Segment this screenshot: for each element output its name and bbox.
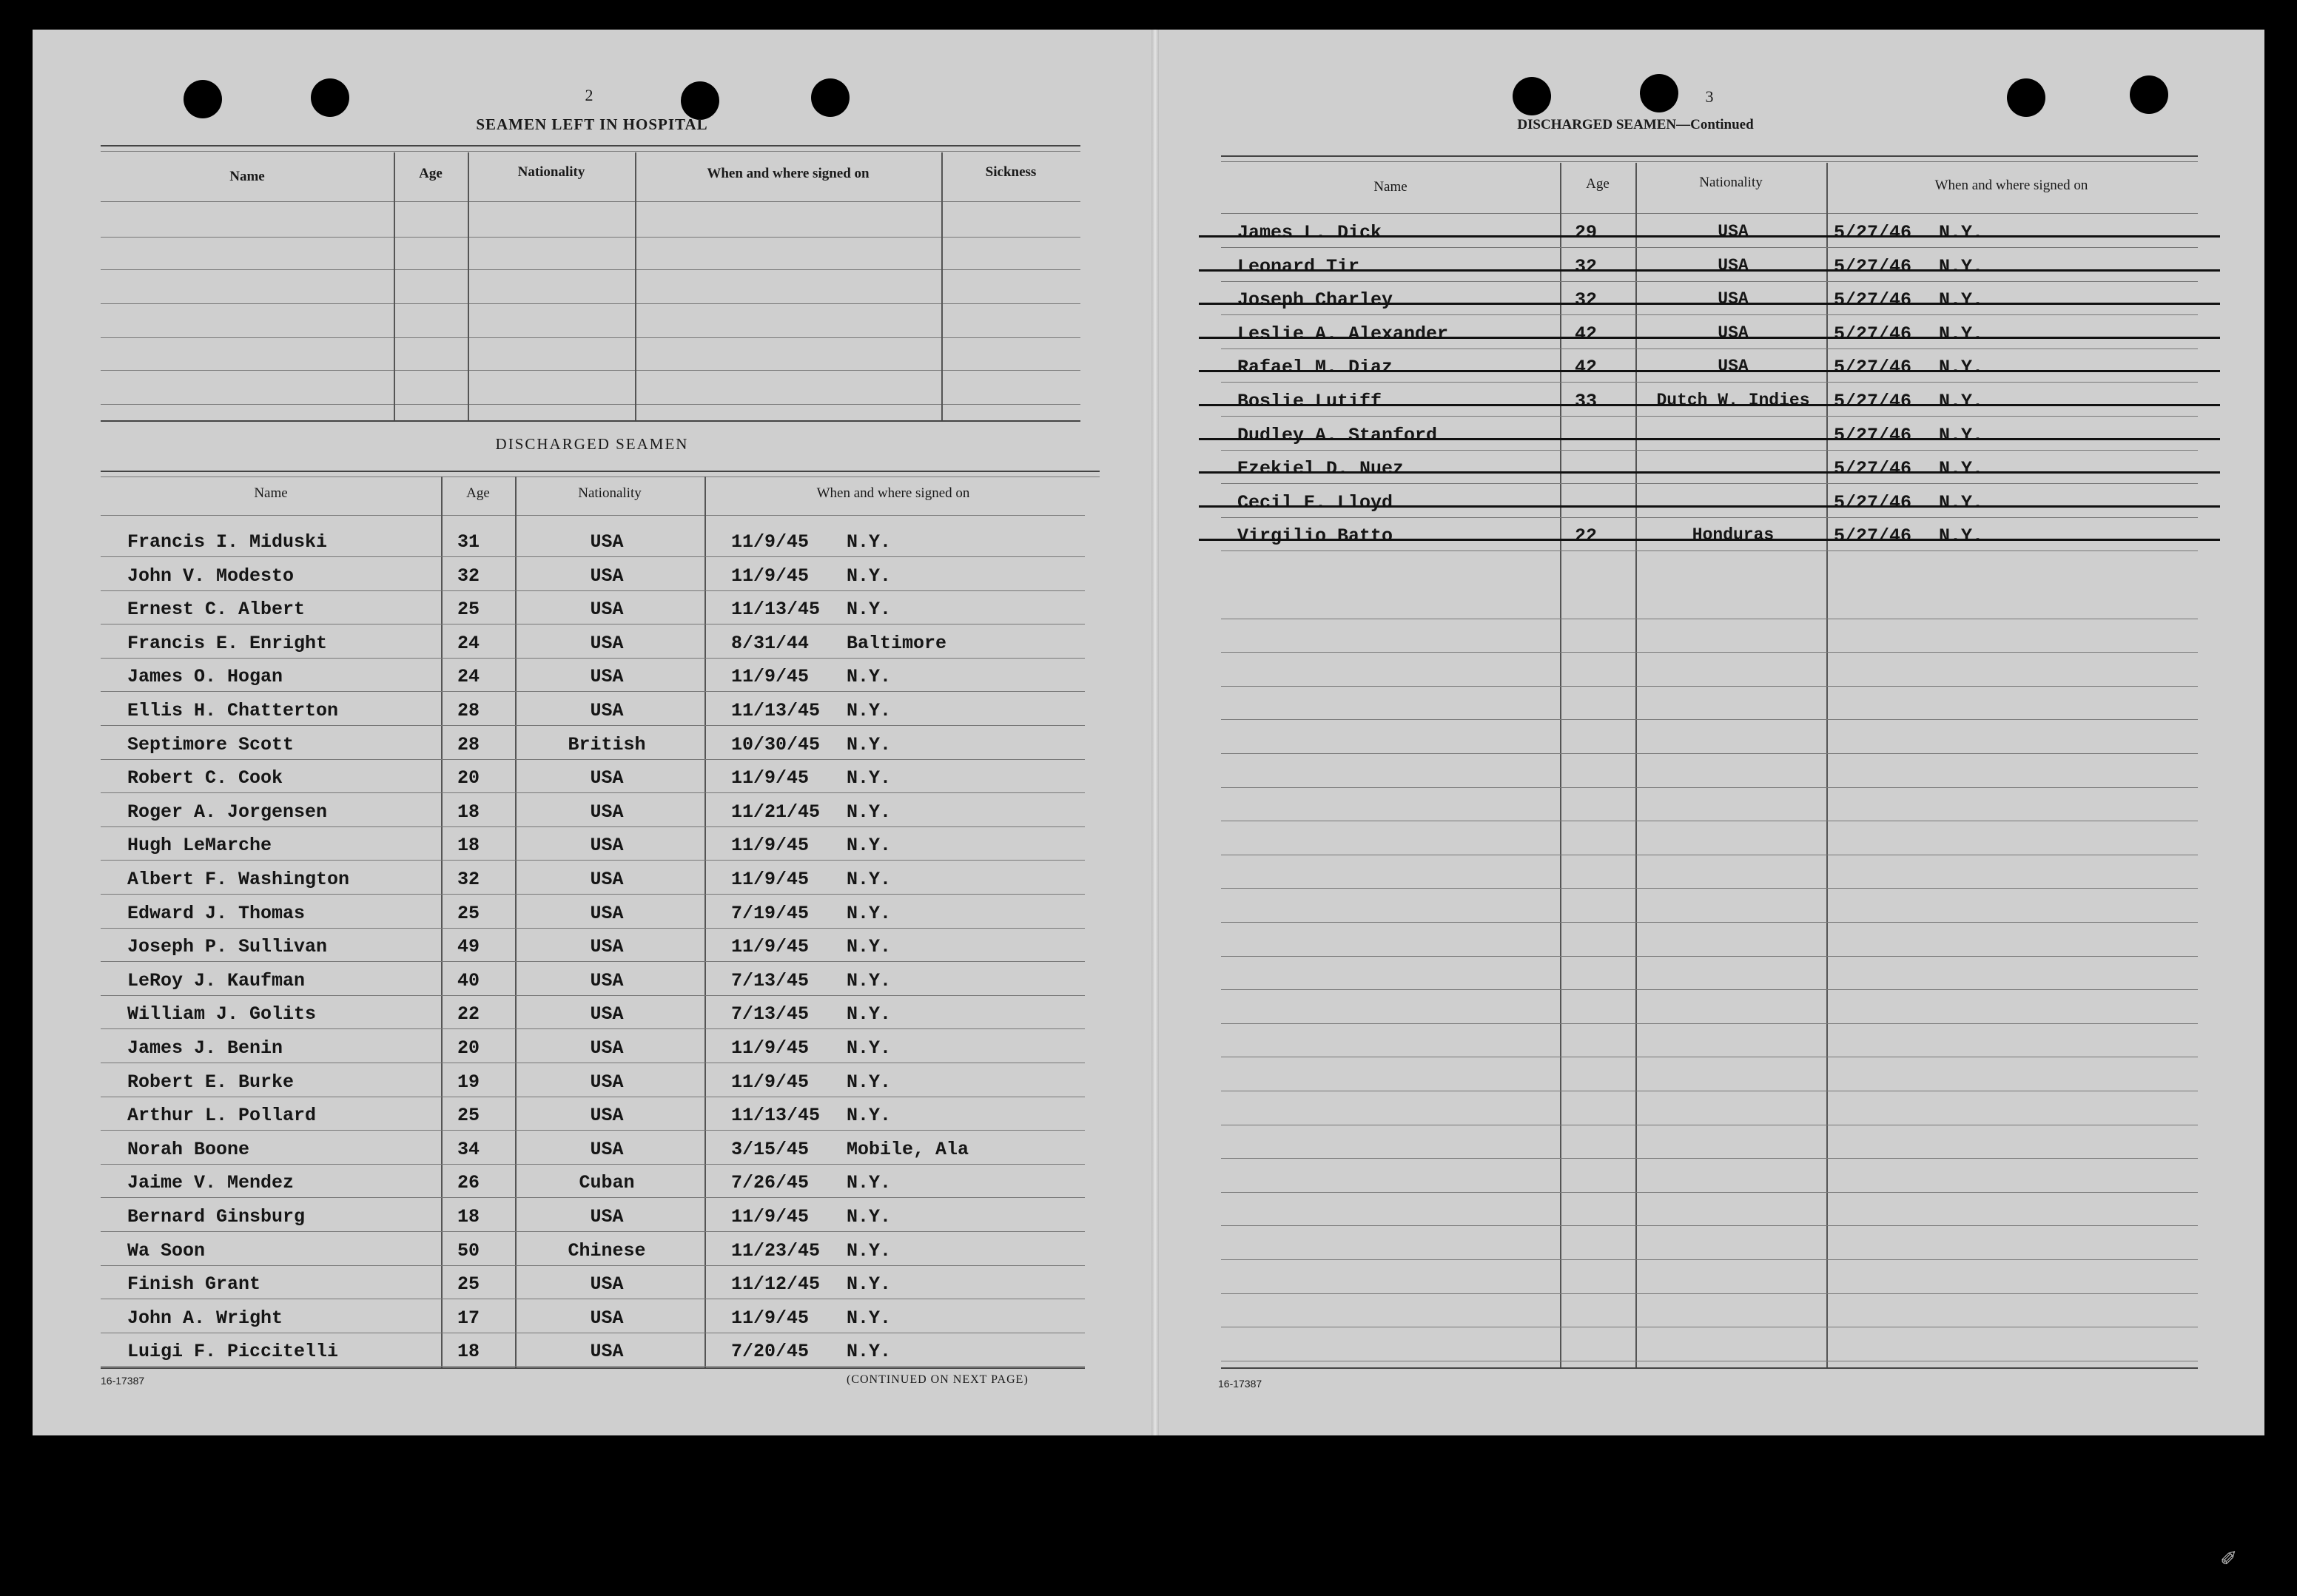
seaman-nationality: Dutch W. Indies bbox=[1656, 391, 1810, 410]
hospital-col-signed: When and where signed on bbox=[707, 166, 870, 181]
punch-hole bbox=[311, 78, 349, 117]
strike-through-line bbox=[1199, 269, 2220, 272]
row-rule bbox=[101, 1197, 1085, 1198]
seaman-name: Leonard Tir bbox=[1237, 255, 1360, 277]
signed-place: N.Y. bbox=[847, 1307, 892, 1329]
signed-place: N.Y. bbox=[847, 531, 892, 553]
signed-place: N.Y. bbox=[847, 1037, 892, 1059]
seaman-nationality: USA bbox=[590, 835, 624, 857]
signed-date: 11/9/45 bbox=[731, 936, 810, 958]
signed-date: 11/12/45 bbox=[731, 1273, 821, 1296]
row-rule bbox=[1221, 314, 2198, 315]
hospital-col-sickness: Sickness bbox=[985, 164, 1037, 180]
row-rule bbox=[1221, 281, 2198, 282]
signed-place: N.Y. bbox=[847, 902, 892, 924]
seaman-nationality: USA bbox=[590, 565, 624, 587]
signed-date: 10/30/45 bbox=[731, 733, 821, 755]
seaman-nationality: USA bbox=[1718, 323, 1749, 343]
punch-hole bbox=[1640, 74, 1678, 112]
row-rule bbox=[101, 961, 1085, 962]
signed-date: 11/9/45 bbox=[731, 1206, 810, 1228]
seaman-age: 40 bbox=[457, 969, 480, 991]
empty-row-rule bbox=[1221, 922, 2198, 923]
strike-through-line bbox=[1199, 505, 2220, 508]
signed-place: N.Y. bbox=[847, 666, 892, 688]
signed-date: 5/27/46 bbox=[1834, 289, 1912, 312]
empty-row-rule bbox=[1221, 956, 2198, 957]
col-signed: When and where signed on bbox=[1934, 178, 2088, 193]
seaman-age: 28 bbox=[457, 733, 480, 755]
seaman-name: Francis E. Enright bbox=[127, 632, 328, 654]
empty-row-rule bbox=[1221, 1293, 2198, 1294]
seaman-age: 28 bbox=[457, 700, 480, 721]
signed-date: 5/27/46 bbox=[1834, 491, 1912, 514]
signed-place: N.Y. bbox=[847, 733, 892, 755]
empty-row-rule bbox=[1221, 686, 2198, 687]
row-rule bbox=[101, 759, 1085, 760]
empty-row-rule bbox=[1221, 787, 2198, 788]
seaman-name: Edward J. Thomas bbox=[127, 902, 306, 924]
discharged-col-age: Age bbox=[466, 485, 490, 501]
signed-place: N.Y. bbox=[847, 1341, 892, 1363]
signed-date: 11/13/45 bbox=[731, 1105, 821, 1127]
signed-date: 11/9/45 bbox=[731, 767, 810, 789]
seaman-age: 25 bbox=[457, 1273, 480, 1296]
signed-place: N.Y. bbox=[1939, 255, 1984, 277]
empty-row-rule bbox=[1221, 1225, 2198, 1226]
seaman-age: 18 bbox=[457, 801, 480, 823]
signed-place: N.Y. bbox=[847, 1239, 892, 1262]
seaman-nationality: USA bbox=[590, 700, 624, 721]
strike-through-line bbox=[1199, 337, 2220, 339]
signed-date: 5/27/46 bbox=[1834, 222, 1912, 243]
signed-date: 7/19/45 bbox=[731, 902, 810, 924]
signed-place: N.Y. bbox=[1939, 289, 1984, 312]
seaman-name: Joseph Charley bbox=[1237, 289, 1393, 312]
seaman-age: 24 bbox=[457, 666, 480, 688]
seaman-nationality: USA bbox=[590, 1307, 624, 1329]
signed-date: 5/27/46 bbox=[1834, 255, 1912, 277]
page-number: 3 bbox=[1705, 87, 1714, 106]
signed-date: 11/13/45 bbox=[731, 599, 821, 621]
empty-row-rule bbox=[1221, 888, 2198, 889]
signed-date: 11/9/45 bbox=[731, 835, 810, 857]
row-rule bbox=[101, 826, 1085, 827]
signed-date: 7/13/45 bbox=[731, 969, 810, 991]
punch-hole bbox=[2007, 78, 2045, 117]
seaman-age: 42 bbox=[1575, 323, 1598, 345]
seaman-nationality: USA bbox=[590, 632, 624, 654]
signed-place: N.Y. bbox=[1939, 357, 1984, 379]
seaman-age: 17 bbox=[457, 1307, 480, 1329]
signed-place: N.Y. bbox=[847, 1071, 892, 1093]
row-rule bbox=[101, 995, 1085, 996]
seaman-name: Hugh LeMarche bbox=[127, 835, 272, 857]
signed-date: 3/15/45 bbox=[731, 1138, 810, 1160]
seaman-name: Cecil E. Lloyd bbox=[1237, 491, 1393, 514]
signed-place: N.Y. bbox=[847, 1273, 892, 1296]
seaman-age: 32 bbox=[1575, 255, 1598, 277]
row-rule bbox=[101, 894, 1085, 895]
signed-date: 5/27/46 bbox=[1834, 525, 1912, 548]
signed-place: N.Y. bbox=[1939, 491, 1984, 514]
signed-date: 7/20/45 bbox=[731, 1341, 810, 1363]
row-rule bbox=[1221, 550, 2198, 551]
continued-note: (CONTINUED ON NEXT PAGE) bbox=[847, 1373, 1029, 1386]
seaman-nationality: USA bbox=[1718, 357, 1749, 377]
seaman-nationality: Honduras bbox=[1692, 525, 1775, 545]
seaman-age: 32 bbox=[1575, 289, 1598, 312]
seaman-age: 25 bbox=[457, 599, 480, 621]
seaman-nationality: USA bbox=[590, 767, 624, 789]
seaman-name: Ellis H. Chatterton bbox=[127, 700, 339, 721]
seaman-age: 25 bbox=[457, 1105, 480, 1127]
seaman-age: 18 bbox=[457, 835, 480, 857]
seaman-name: Septimore Scott bbox=[127, 733, 295, 755]
punch-hole bbox=[2130, 75, 2168, 114]
strike-through-line bbox=[1199, 303, 2220, 305]
seaman-nationality: USA bbox=[590, 1105, 624, 1127]
row-rule bbox=[101, 1231, 1085, 1232]
form-number: 16-17387 bbox=[1218, 1378, 1262, 1390]
signed-date: 11/9/45 bbox=[731, 1307, 810, 1329]
seaman-age: 34 bbox=[457, 1138, 480, 1160]
signed-place: N.Y. bbox=[847, 599, 892, 621]
seaman-name: Robert C. Cook bbox=[127, 767, 283, 789]
seaman-nationality: USA bbox=[590, 936, 624, 958]
table-bottom-rule bbox=[101, 1367, 1085, 1369]
row-rule bbox=[1221, 382, 2198, 383]
punch-hole bbox=[681, 81, 719, 120]
strike-through-line bbox=[1199, 370, 2220, 372]
strike-through-line bbox=[1199, 438, 2220, 440]
row-rule bbox=[101, 860, 1085, 861]
signed-place: N.Y. bbox=[847, 767, 892, 789]
empty-row-rule bbox=[1221, 652, 2198, 653]
row-rule bbox=[1221, 517, 2198, 518]
seaman-age: 42 bbox=[1575, 357, 1598, 379]
page-number: 2 bbox=[585, 86, 593, 104]
row-rule bbox=[101, 792, 1085, 793]
seaman-name: Roger A. Jorgensen bbox=[127, 801, 328, 823]
signed-place: N.Y. bbox=[847, 869, 892, 890]
seaman-name: Wa Soon bbox=[127, 1239, 206, 1262]
seaman-age: 32 bbox=[457, 869, 480, 890]
seaman-age: 49 bbox=[457, 936, 480, 958]
strike-through-line bbox=[1199, 404, 2220, 406]
col-name: Name bbox=[1373, 179, 1408, 195]
row-rule bbox=[101, 691, 1085, 692]
seaman-name: Finish Grant bbox=[127, 1273, 261, 1296]
seaman-nationality: USA bbox=[590, 666, 624, 688]
strike-through-line bbox=[1199, 235, 2220, 238]
seaman-nationality: USA bbox=[590, 1037, 624, 1059]
signed-date: 5/27/46 bbox=[1834, 424, 1912, 446]
signed-date: 8/31/44 bbox=[731, 632, 810, 654]
seaman-name: Norah Boone bbox=[127, 1138, 250, 1160]
row-rule bbox=[101, 590, 1085, 591]
signed-date: 5/27/46 bbox=[1834, 357, 1912, 379]
seaman-age: 29 bbox=[1575, 222, 1598, 243]
signed-place: N.Y. bbox=[1939, 525, 1984, 548]
page-fold bbox=[1151, 30, 1159, 1435]
seaman-nationality: USA bbox=[1718, 289, 1749, 309]
seaman-nationality: USA bbox=[590, 869, 624, 890]
seaman-name: Leslie A. Alexander bbox=[1237, 323, 1449, 345]
seaman-nationality: Cuban bbox=[579, 1172, 635, 1194]
empty-row-rule bbox=[1221, 719, 2198, 720]
hospital-col-age: Age bbox=[419, 166, 443, 181]
signed-date: 7/13/45 bbox=[731, 1003, 810, 1026]
seaman-name: James O. Hogan bbox=[127, 666, 283, 688]
seaman-name: Dudley A. Stanford bbox=[1237, 424, 1438, 446]
row-rule bbox=[101, 658, 1085, 659]
hospital-heading: SEAMEN LEFT IN HOSPITAL bbox=[476, 115, 708, 133]
seaman-nationality: British bbox=[568, 733, 646, 755]
seaman-name: Robert E. Burke bbox=[127, 1071, 295, 1093]
table-bottom-rule bbox=[1221, 1367, 2198, 1369]
seaman-nationality: USA bbox=[590, 969, 624, 991]
seaman-name: Boslie Lutiff bbox=[1237, 391, 1382, 412]
seaman-age: 20 bbox=[457, 767, 480, 789]
signed-place: Mobile, Ala bbox=[847, 1138, 969, 1160]
signed-place: N.Y. bbox=[847, 1003, 892, 1026]
row-rule bbox=[101, 1164, 1085, 1165]
seaman-name: Joseph P. Sullivan bbox=[127, 936, 328, 958]
seaman-age: 32 bbox=[457, 565, 480, 587]
seaman-age: 18 bbox=[457, 1341, 480, 1363]
empty-row-rule bbox=[1221, 1192, 2198, 1193]
signed-place: N.Y. bbox=[847, 1206, 892, 1228]
signed-date: 11/23/45 bbox=[731, 1239, 821, 1262]
seaman-age: 20 bbox=[457, 1037, 480, 1059]
seaman-age: 33 bbox=[1575, 391, 1598, 412]
seaman-age: 25 bbox=[457, 902, 480, 924]
seaman-name: Francis I. Miduski bbox=[127, 531, 328, 553]
seaman-name: LeRoy J. Kaufman bbox=[127, 969, 306, 991]
signed-date: 11/9/45 bbox=[731, 565, 810, 587]
strike-through-line bbox=[1199, 539, 2220, 541]
signed-place: N.Y. bbox=[1939, 323, 1984, 345]
signed-place: N.Y. bbox=[847, 936, 892, 958]
col-nationality: Nationality bbox=[1699, 175, 1763, 190]
empty-row-rule bbox=[1221, 1259, 2198, 1260]
seaman-age: 50 bbox=[457, 1239, 480, 1262]
seaman-nationality: USA bbox=[1718, 222, 1749, 241]
seaman-name: John A. Wright bbox=[127, 1307, 283, 1329]
signed-place: N.Y. bbox=[847, 969, 892, 991]
seaman-name: James J. Benin bbox=[127, 1037, 283, 1059]
seaman-name: Jaime V. Mendez bbox=[127, 1172, 295, 1194]
seaman-name: Rafael M. Diaz bbox=[1237, 357, 1393, 379]
empty-row-rule bbox=[1221, 753, 2198, 754]
seaman-nationality: USA bbox=[590, 801, 624, 823]
row-rule bbox=[101, 556, 1085, 557]
empty-row-rule bbox=[1221, 1023, 2198, 1024]
row-rule bbox=[1221, 247, 2198, 248]
signed-place: N.Y. bbox=[1939, 222, 1984, 243]
row-rule bbox=[1221, 483, 2198, 484]
seaman-nationality: USA bbox=[590, 902, 624, 924]
seaman-nationality: USA bbox=[590, 1138, 624, 1160]
empty-row-rule bbox=[1221, 1158, 2198, 1159]
seaman-nationality: USA bbox=[590, 1341, 624, 1363]
signed-place: N.Y. bbox=[1939, 458, 1984, 480]
signed-place: N.Y. bbox=[847, 1172, 892, 1194]
discharged-col-signed: When and where signed on bbox=[816, 485, 970, 501]
hospital-col-name: Name bbox=[229, 169, 265, 184]
seaman-name: Albert F. Washington bbox=[127, 869, 350, 890]
seaman-name: Ezekiel D. Nuez bbox=[1237, 458, 1405, 480]
signed-date: 11/9/45 bbox=[731, 1037, 810, 1059]
row-rule bbox=[101, 1028, 1085, 1029]
discharged-continued-heading: DISCHARGED SEAMEN—Continued bbox=[1517, 117, 1754, 132]
empty-row-rule bbox=[1221, 989, 2198, 990]
row-rule bbox=[101, 1265, 1085, 1266]
hospital-col-nationality: Nationality bbox=[517, 164, 585, 180]
seaman-name: Arthur L. Pollard bbox=[127, 1105, 317, 1127]
corner-mark: ✐ bbox=[2220, 1548, 2238, 1571]
strike-through-line bbox=[1199, 471, 2220, 474]
form-number: 16-17387 bbox=[101, 1375, 145, 1387]
signed-date: 7/26/45 bbox=[731, 1172, 810, 1194]
punch-hole bbox=[184, 80, 222, 118]
signed-place: N.Y. bbox=[847, 700, 892, 721]
seaman-nationality: USA bbox=[590, 531, 624, 553]
seaman-name: William J. Golits bbox=[127, 1003, 317, 1026]
signed-date: 11/9/45 bbox=[731, 869, 810, 890]
signed-date: 5/27/46 bbox=[1834, 323, 1912, 345]
discharged-heading: DISCHARGED SEAMEN bbox=[495, 435, 689, 453]
row-rule bbox=[101, 725, 1085, 726]
row-rule bbox=[101, 1130, 1085, 1131]
seaman-age: 26 bbox=[457, 1172, 480, 1194]
document-sheet bbox=[33, 30, 2264, 1435]
seaman-age: 24 bbox=[457, 632, 480, 654]
col-age: Age bbox=[1586, 176, 1610, 192]
discharged-col-nationality: Nationality bbox=[578, 485, 642, 501]
seaman-name: Bernard Ginsburg bbox=[127, 1206, 306, 1228]
seaman-name: James L. Dick bbox=[1237, 222, 1382, 243]
signed-place: N.Y. bbox=[847, 1105, 892, 1127]
seaman-nationality: Chinese bbox=[568, 1239, 646, 1262]
seaman-age: 22 bbox=[1575, 525, 1598, 548]
seaman-nationality: USA bbox=[590, 599, 624, 621]
discharged-col-name: Name bbox=[254, 485, 288, 501]
signed-place: Baltimore bbox=[847, 632, 947, 654]
seaman-age: 18 bbox=[457, 1206, 480, 1228]
signed-place: N.Y. bbox=[847, 565, 892, 587]
signed-place: N.Y. bbox=[1939, 424, 1984, 446]
punch-hole bbox=[1513, 77, 1551, 115]
row-rule bbox=[101, 928, 1085, 929]
seaman-name: Virgilio Batto bbox=[1237, 525, 1393, 548]
seaman-age: 31 bbox=[457, 531, 480, 553]
signed-date: 11/9/45 bbox=[731, 531, 810, 553]
seaman-nationality: USA bbox=[1718, 255, 1749, 275]
seaman-nationality: USA bbox=[590, 1071, 624, 1093]
seaman-nationality: USA bbox=[590, 1206, 624, 1228]
signed-place: N.Y. bbox=[847, 835, 892, 857]
signed-place: N.Y. bbox=[1939, 391, 1984, 412]
signed-place: N.Y. bbox=[847, 801, 892, 823]
seaman-name: Luigi F. Piccitelli bbox=[127, 1341, 339, 1363]
seaman-nationality: USA bbox=[590, 1003, 624, 1026]
signed-date: 5/27/46 bbox=[1834, 458, 1912, 480]
seaman-age: 22 bbox=[457, 1003, 480, 1026]
seaman-nationality: USA bbox=[590, 1273, 624, 1296]
signed-date: 11/9/45 bbox=[731, 1071, 810, 1093]
row-rule bbox=[1221, 450, 2198, 451]
seaman-name: Ernest C. Albert bbox=[127, 599, 306, 621]
signed-date: 5/27/46 bbox=[1834, 391, 1912, 412]
punch-hole bbox=[811, 78, 850, 117]
row-rule bbox=[1221, 416, 2198, 417]
signed-date: 11/9/45 bbox=[731, 666, 810, 688]
signed-date: 11/13/45 bbox=[731, 700, 821, 721]
seaman-age: 19 bbox=[457, 1071, 480, 1093]
seaman-name: John V. Modesto bbox=[127, 565, 295, 587]
signed-date: 11/21/45 bbox=[731, 801, 821, 823]
